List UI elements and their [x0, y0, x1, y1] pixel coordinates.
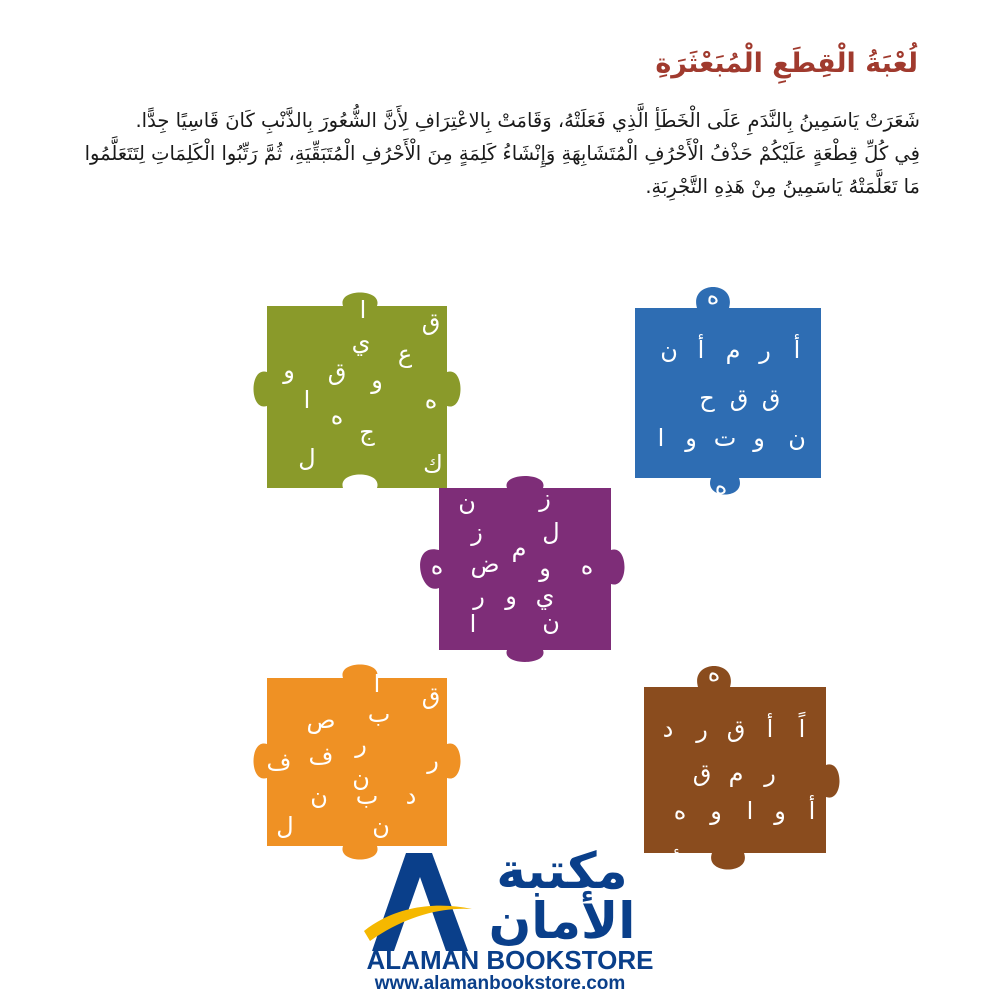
puzzle-letter: ن	[352, 764, 370, 792]
puzzle-letter: ب	[367, 700, 391, 728]
puzzle-letter: ق	[726, 715, 746, 743]
puzzle-letter: ق	[421, 308, 441, 336]
puzzle-piece-orange	[255, 660, 465, 870]
puzzle-letter: ن	[372, 812, 390, 840]
puzzle-letter: د	[662, 715, 674, 743]
puzzle-piece-brown	[630, 659, 840, 875]
puzzle-letter: ل	[298, 444, 316, 472]
puzzle-letter: ت	[713, 424, 737, 452]
puzzle-letter: ن	[788, 424, 806, 452]
puzzle-letter: و	[753, 424, 765, 452]
website-url[interactable]: www.alamanbookstore.com	[374, 973, 626, 994]
puzzle-letter: ص	[306, 706, 336, 734]
puzzle-letter: و	[539, 554, 551, 582]
puzzle-letter: ق	[421, 682, 441, 710]
puzzle-letter: ه	[424, 386, 438, 414]
puzzle-letter: ه	[707, 659, 721, 687]
instructions-paragraph-2: فِي كُلِّ قِطْعَةٍ عَلَيْكُمْ حَذْفُ الْأَحْرُفِ الْمُتَشَابِهَةِ وَإِنْشَاءُ كَلِمَةٍ مِنَ الْأَحْرُفِ الْمُتَبَقِّيَةِ، ثُمَّ رَتِّبُوا الْكَلِمَاتِ لِتَتَعَلَّمُوا مَا تَعَلَّمَتْهُ يَاسَمِينُ مِنْ هَذِهِ التَّجْرِبَةِ.	[84, 142, 920, 198]
puzzle-letter: ا	[359, 296, 367, 324]
puzzle-letter: ن	[310, 782, 328, 810]
puzzle-letter: ا	[657, 424, 665, 452]
puzzle-letter: ا	[469, 610, 477, 638]
puzzle-letter: ه	[673, 797, 687, 825]
puzzle-letter: ق	[761, 384, 781, 412]
puzzle-letter: اً	[798, 715, 806, 743]
puzzle-letter: ق	[729, 384, 749, 412]
puzzle-letter: أ	[808, 797, 816, 825]
puzzle-letter: ر	[355, 730, 367, 758]
puzzle-piece-green	[255, 288, 465, 498]
puzzle-letter: ض	[470, 550, 500, 578]
logo-english-name: ALAMAN BOOKSTORE	[366, 945, 654, 975]
logo-arabic-line-2: الأمان	[488, 892, 636, 950]
page-title: لُعْبَةُ الْقِطَعِ الْمُبَعْثَرَةِ	[655, 48, 918, 79]
puzzle-letter: ز	[539, 484, 551, 512]
puzzle-letter: ل	[542, 518, 560, 546]
puzzle-letter: ق	[327, 358, 347, 386]
puzzle-letter: ه	[706, 282, 720, 310]
puzzle-letter: أ	[697, 336, 705, 364]
puzzle-letter: ه	[330, 402, 344, 430]
puzzle-letter: ي	[535, 582, 555, 610]
puzzle-letter: ف	[308, 742, 334, 770]
puzzle-letter: ر	[764, 759, 776, 787]
puzzle-letter: د	[405, 782, 417, 810]
puzzle-letter: و	[774, 797, 786, 825]
puzzle-letter: و	[371, 366, 383, 394]
instructions	[80, 104, 920, 203]
puzzle-letter: ر	[427, 746, 439, 774]
puzzle-letter: و	[283, 356, 295, 384]
puzzle-letter: م	[725, 336, 741, 364]
puzzle-letter: ن	[542, 608, 560, 636]
puzzle-letter: ف	[266, 748, 292, 776]
puzzle-letter: ز	[471, 518, 483, 546]
puzzle-letter: ه	[580, 552, 594, 580]
puzzle-letter: ح	[699, 384, 715, 412]
puzzle-letter: ا	[303, 386, 311, 414]
puzzle-letter: ل	[276, 812, 294, 840]
puzzle-letter: ر	[696, 715, 708, 743]
puzzle-letter: ه	[714, 472, 728, 500]
puzzle-letter: أ	[793, 336, 801, 364]
puzzle-letter: و	[710, 797, 722, 825]
puzzle-letter: ر	[759, 336, 771, 364]
puzzle-piece-purple	[415, 478, 645, 688]
puzzle-letter: ر	[473, 582, 485, 610]
puzzle-letter: ك	[423, 450, 443, 478]
puzzle-letter: ن	[458, 488, 476, 516]
puzzle-letter: ئ	[670, 841, 690, 869]
puzzle-letter: ع	[397, 340, 413, 368]
puzzle-letter: ي	[351, 328, 371, 356]
puzzle-letter: ب	[355, 782, 379, 810]
puzzle-letter: ق	[692, 759, 712, 787]
instructions-paragraph-1: شَعَرَتْ يَاسَمِينُ بِالنَّدَمِ عَلَى الْخَطَأِ الَّذِي فَعَلَتْهُ، وَقَامَتْ بِالاعْتِرَافِ لِأَنَّ الشُّعُورَ بِالذَّنْبِ كَانَ قَاسِيًا جِدًّا.	[135, 109, 920, 132]
puzzle-letter: ا	[373, 670, 381, 698]
logo-arabic-line-1: مكتبة	[496, 842, 628, 900]
puzzle-letter: أ	[766, 715, 774, 743]
puzzle-letter: م	[511, 534, 527, 562]
puzzle-letter: ج	[359, 418, 375, 446]
puzzle-piece-blue	[625, 282, 835, 500]
logo-a-icon	[364, 847, 474, 957]
puzzle-letter: م	[728, 759, 744, 787]
puzzle-letter: ا	[746, 797, 754, 825]
puzzle-letter: و	[685, 424, 697, 452]
puzzle-letter: ن	[660, 336, 678, 364]
puzzle-letter: و	[505, 582, 517, 610]
puzzle-letter: ه	[430, 552, 444, 580]
